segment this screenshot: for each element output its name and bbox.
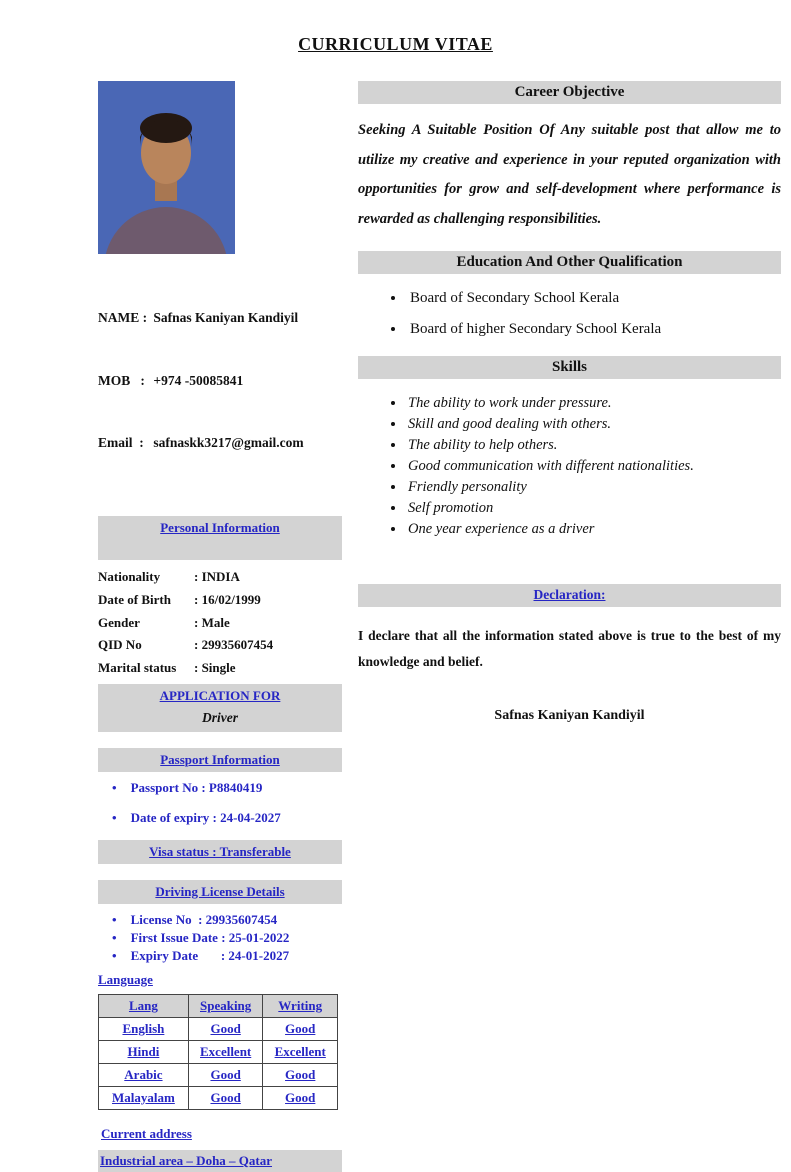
skills-list — [406, 395, 781, 538]
writing-cell: Good — [263, 1017, 338, 1040]
language-table — [98, 994, 338, 1110]
info-value: : 29935607454 — [194, 637, 274, 653]
email-label: Email : — [98, 435, 144, 451]
passport-item: • Passport No : P8840419 — [112, 780, 342, 796]
contact-row — [98, 433, 342, 454]
info-row — [98, 589, 342, 612]
speaking-cell: Excellent — [188, 1040, 263, 1063]
speaking-cell: Good — [188, 1086, 263, 1109]
mobile-value: +974 -50085841 — [153, 372, 244, 388]
language-table-header: Writing — [263, 994, 338, 1017]
writing-cell: Good — [263, 1086, 338, 1109]
application-for-header: APPLICATION FOR — [159, 687, 281, 703]
signature-name: Safnas Kaniyan Kandiyil — [494, 707, 645, 723]
contact-row — [98, 308, 342, 329]
info-label: QID No — [98, 637, 142, 653]
visa-status-bar: Visa status : Transferable — [98, 840, 342, 864]
writing-cell: Good — [263, 1063, 338, 1086]
contact-block — [98, 266, 342, 496]
info-label: Marital status — [98, 660, 177, 676]
license-list — [112, 912, 342, 964]
education-list — [406, 290, 781, 338]
skill-item: • Skill and good dealing with others. — [406, 416, 781, 433]
license-item: • Expiry Date : 24-01-2027 — [112, 948, 342, 964]
career-objective-header: Career Objective — [358, 81, 781, 104]
mobile-label: MOB : — [98, 372, 145, 388]
license-item: • First Issue Date : 25-01-2022 — [112, 930, 342, 946]
passport-item: • Date of expiry : 24-04-2027 — [112, 810, 342, 826]
page-title: CURRICULUM VITAE — [298, 34, 493, 54]
profile-photo-image — [98, 81, 235, 254]
language-table-header-row — [99, 994, 338, 1017]
skill-item: • One year experience as a driver — [406, 521, 781, 538]
declaration-text: I declare that all the information stated above is true to the best of my knowledge and belief. — [358, 627, 781, 670]
contact-row — [98, 371, 342, 392]
language-table-header: Lang — [99, 994, 189, 1017]
education-item: • Board of higher Secondary School Kerala — [406, 321, 781, 338]
language-cell: English — [99, 1017, 189, 1040]
license-item: • License No : 29935607454 — [112, 912, 342, 928]
profile-photo — [98, 81, 235, 254]
language-cell: Arabic — [99, 1063, 189, 1086]
career-objective-text: Seeking A Suitable Position Of Any suitable post that allow me to utilize my creative and experience in your reputed organization with opportunities for grow and self-development where performance is rewarded as challenging responsibilities. — [358, 122, 781, 228]
language-table-row — [99, 1017, 338, 1040]
info-value: : 16/02/1999 — [194, 591, 261, 607]
education-header: Education And Other Qualification — [358, 251, 781, 274]
language-table-row — [99, 1063, 338, 1086]
license-header: Driving License Details — [98, 880, 342, 904]
license-section — [98, 880, 342, 988]
speaking-cell: Good — [188, 1017, 263, 1040]
application-for-block — [98, 684, 342, 732]
passport-header: Passport Information — [98, 748, 342, 772]
info-label: Nationality — [98, 569, 161, 585]
skills-header: Skills — [358, 356, 781, 379]
info-value: : INDIA — [194, 569, 240, 585]
current-address-value: Industrial area – Doha – Qatar — [98, 1150, 342, 1172]
personal-information-header: Personal Information — [98, 516, 342, 560]
skill-item: • Friendly personality — [406, 479, 781, 496]
language-cell: Malayalam — [99, 1086, 189, 1109]
info-value: : Male — [194, 614, 230, 630]
email-value: safnaskk3217@gmail.com — [153, 435, 304, 451]
info-label: Gender — [98, 614, 140, 630]
language-label: Language — [98, 971, 153, 987]
skill-item: • The ability to help others. — [406, 437, 781, 454]
language-table-row — [99, 1086, 338, 1109]
name-value: Safnas Kaniyan Kandiyil — [153, 309, 299, 325]
skill-item: • Good communication with different nationalities. — [406, 458, 781, 475]
passport-section — [98, 748, 342, 864]
language-cell: Hindi — [99, 1040, 189, 1063]
personal-information-rows — [98, 566, 342, 680]
right-column — [358, 81, 781, 1172]
info-row — [98, 612, 342, 635]
language-table-header: Speaking — [188, 994, 263, 1017]
passport-list — [112, 780, 342, 826]
writing-cell: Excellent — [263, 1040, 338, 1063]
language-table-row — [99, 1040, 338, 1063]
current-address-label: Current address — [101, 1125, 192, 1141]
info-row — [98, 657, 342, 680]
left-column — [98, 81, 342, 1172]
declaration-header: Declaration: — [358, 584, 781, 607]
info-row — [98, 634, 342, 657]
skill-item: • The ability to work under pressure. — [406, 395, 781, 412]
info-label: Date of Birth — [98, 591, 171, 607]
info-row — [98, 566, 342, 589]
speaking-cell: Good — [188, 1063, 263, 1086]
info-value: : Single — [194, 660, 236, 676]
skill-item: • Self promotion — [406, 500, 781, 517]
two-column-layout — [0, 81, 791, 1172]
application-position: Driver — [202, 709, 238, 725]
name-label: NAME : — [98, 309, 148, 325]
education-item: • Board of Secondary School Kerala — [406, 290, 781, 307]
